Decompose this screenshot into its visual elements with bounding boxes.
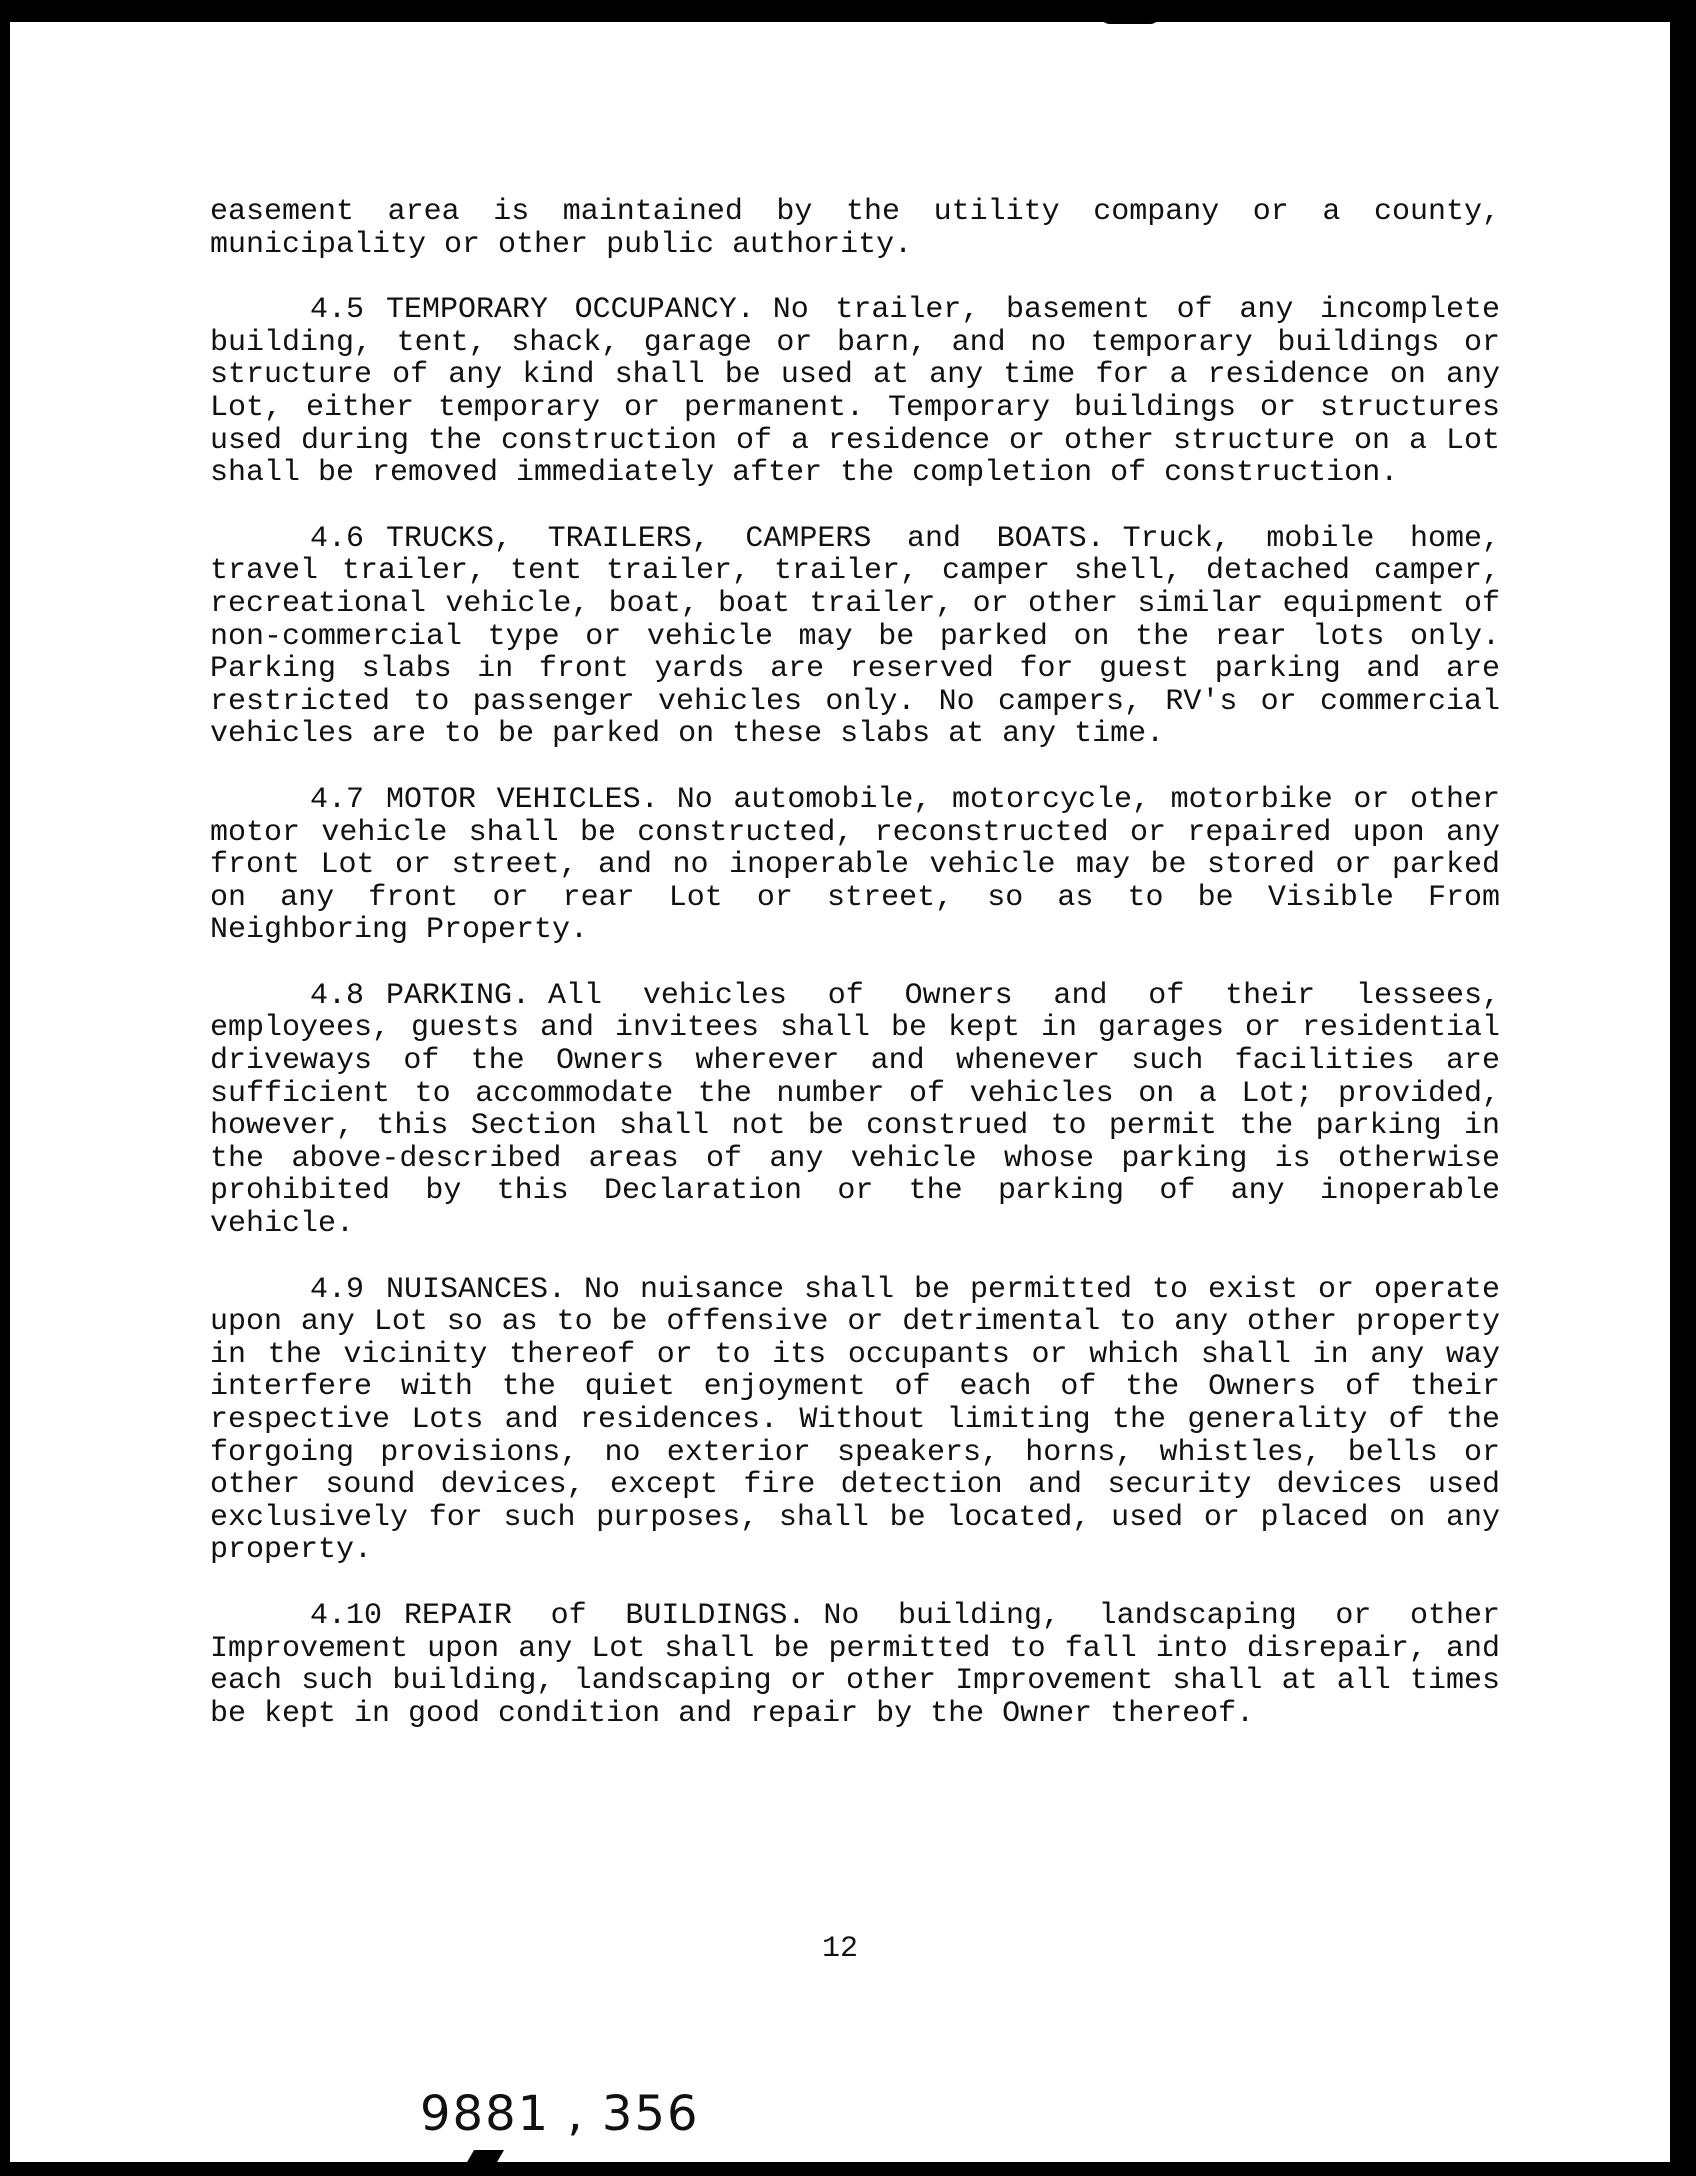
section-number: 4.5: [310, 293, 365, 328]
section-number: 4.9: [310, 1272, 365, 1307]
section-number: 4.7: [310, 782, 365, 817]
document-code: 9881 , 356: [420, 2086, 700, 2142]
document-page: [10, 22, 1670, 2162]
section-text: All vehicles of Owners and of their lessees, employees, guests and invitees shall be kept in garages or residential driveways of the Owners wherever and whenever such facilities are sufficient to accommodate the number of vehicles on a Lot; provided, however, this Section shall not be construed to permit the parking in the above-described areas of any vehicle whose parking is otherwise prohibited by this Declaration or the parking of any inoperable vehicle.: [210, 978, 1500, 1242]
section-4-7: [210, 784, 1500, 947]
section-text: No automobile, motorcycle, motorbike or other motor vehicle shall be constructed, reconstructed or repaired upon any front Lot or street, and no inoperable vehicle may be stored or parked on any front or rear Lot or street, so as to be Visible From Neighboring Property.: [210, 782, 1500, 948]
section-text: Truck, mobile home, travel trailer, tent trailer, trailer, camper shell, detached camper, recreational vehicle, boat, boat trailer, or other similar equipment of non-commercial type or vehicle may be parked on the rear lots only. Parking slabs in front yards are reserved for guest parking and are restricted to passenger vehicles only. No campers, RV's or commercial vehicles are to be parked on these slabs at any time.: [210, 521, 1500, 752]
section-text: No trailer, basement of any incomplete building, tent, shack, garage or barn, and no temporary buildings or structure of any kind shall be used at any time for a residence on any Lot, either temporary or permanent. Temporary buildings or structures used during the construction of a residence or other structure on a Lot shall be removed immediately after the completion of construction.: [210, 293, 1500, 491]
section-heading: REPAIR of BUILDINGS.: [404, 1598, 806, 1633]
section-4-6: [210, 523, 1500, 751]
section-text: No nuisance shall be permitted to exist or operate upon any Lot so as to be offensive or detrimental to any other property in the vicinity thereof or to its occupants or which shall in any way interfere with the quiet enjoyment of each of the Owners of their respective Lots and residences. Without limiting the generality of the forgoing provisions, no exterior speakers, horns, whistles, bells or other sound devices, except fire detection and security devices used exclusively for such purposes, shall be located, used or placed on any property.: [210, 1272, 1500, 1568]
page-number: 12: [821, 1932, 858, 1966]
section-heading: TRUCKS, TRAILERS, CAMPERS and BOATS.: [386, 521, 1105, 556]
section-heading: PARKING.: [386, 978, 531, 1013]
document-body: [210, 196, 1500, 1763]
section-text: No building, landscaping or other Improvement upon any Lot shall be permitted to fall into disrepair, and each such building, landscaping or other Improvement shall at all times be kept in good condition and repair by the Owner thereof.: [210, 1598, 1500, 1731]
section-number: 4.10: [310, 1598, 383, 1633]
section-heading: TEMPORARY OCCUPANCY.: [386, 293, 755, 328]
section-4-10: [210, 1600, 1500, 1730]
section-heading: MOTOR VEHICLES.: [386, 782, 659, 817]
section-4-5: [210, 294, 1500, 490]
section-heading: NUISANCES.: [386, 1272, 567, 1307]
intro-paragraph: easement area is maintained by the utility company or a county, municipality or other public authority.: [210, 195, 1500, 262]
section-4-8: [210, 980, 1500, 1241]
section-4-9: [210, 1274, 1500, 1567]
section-number: 4.6: [310, 521, 365, 556]
section-number: 4.8: [310, 978, 365, 1013]
scan-mark-top: [1100, 14, 1160, 24]
